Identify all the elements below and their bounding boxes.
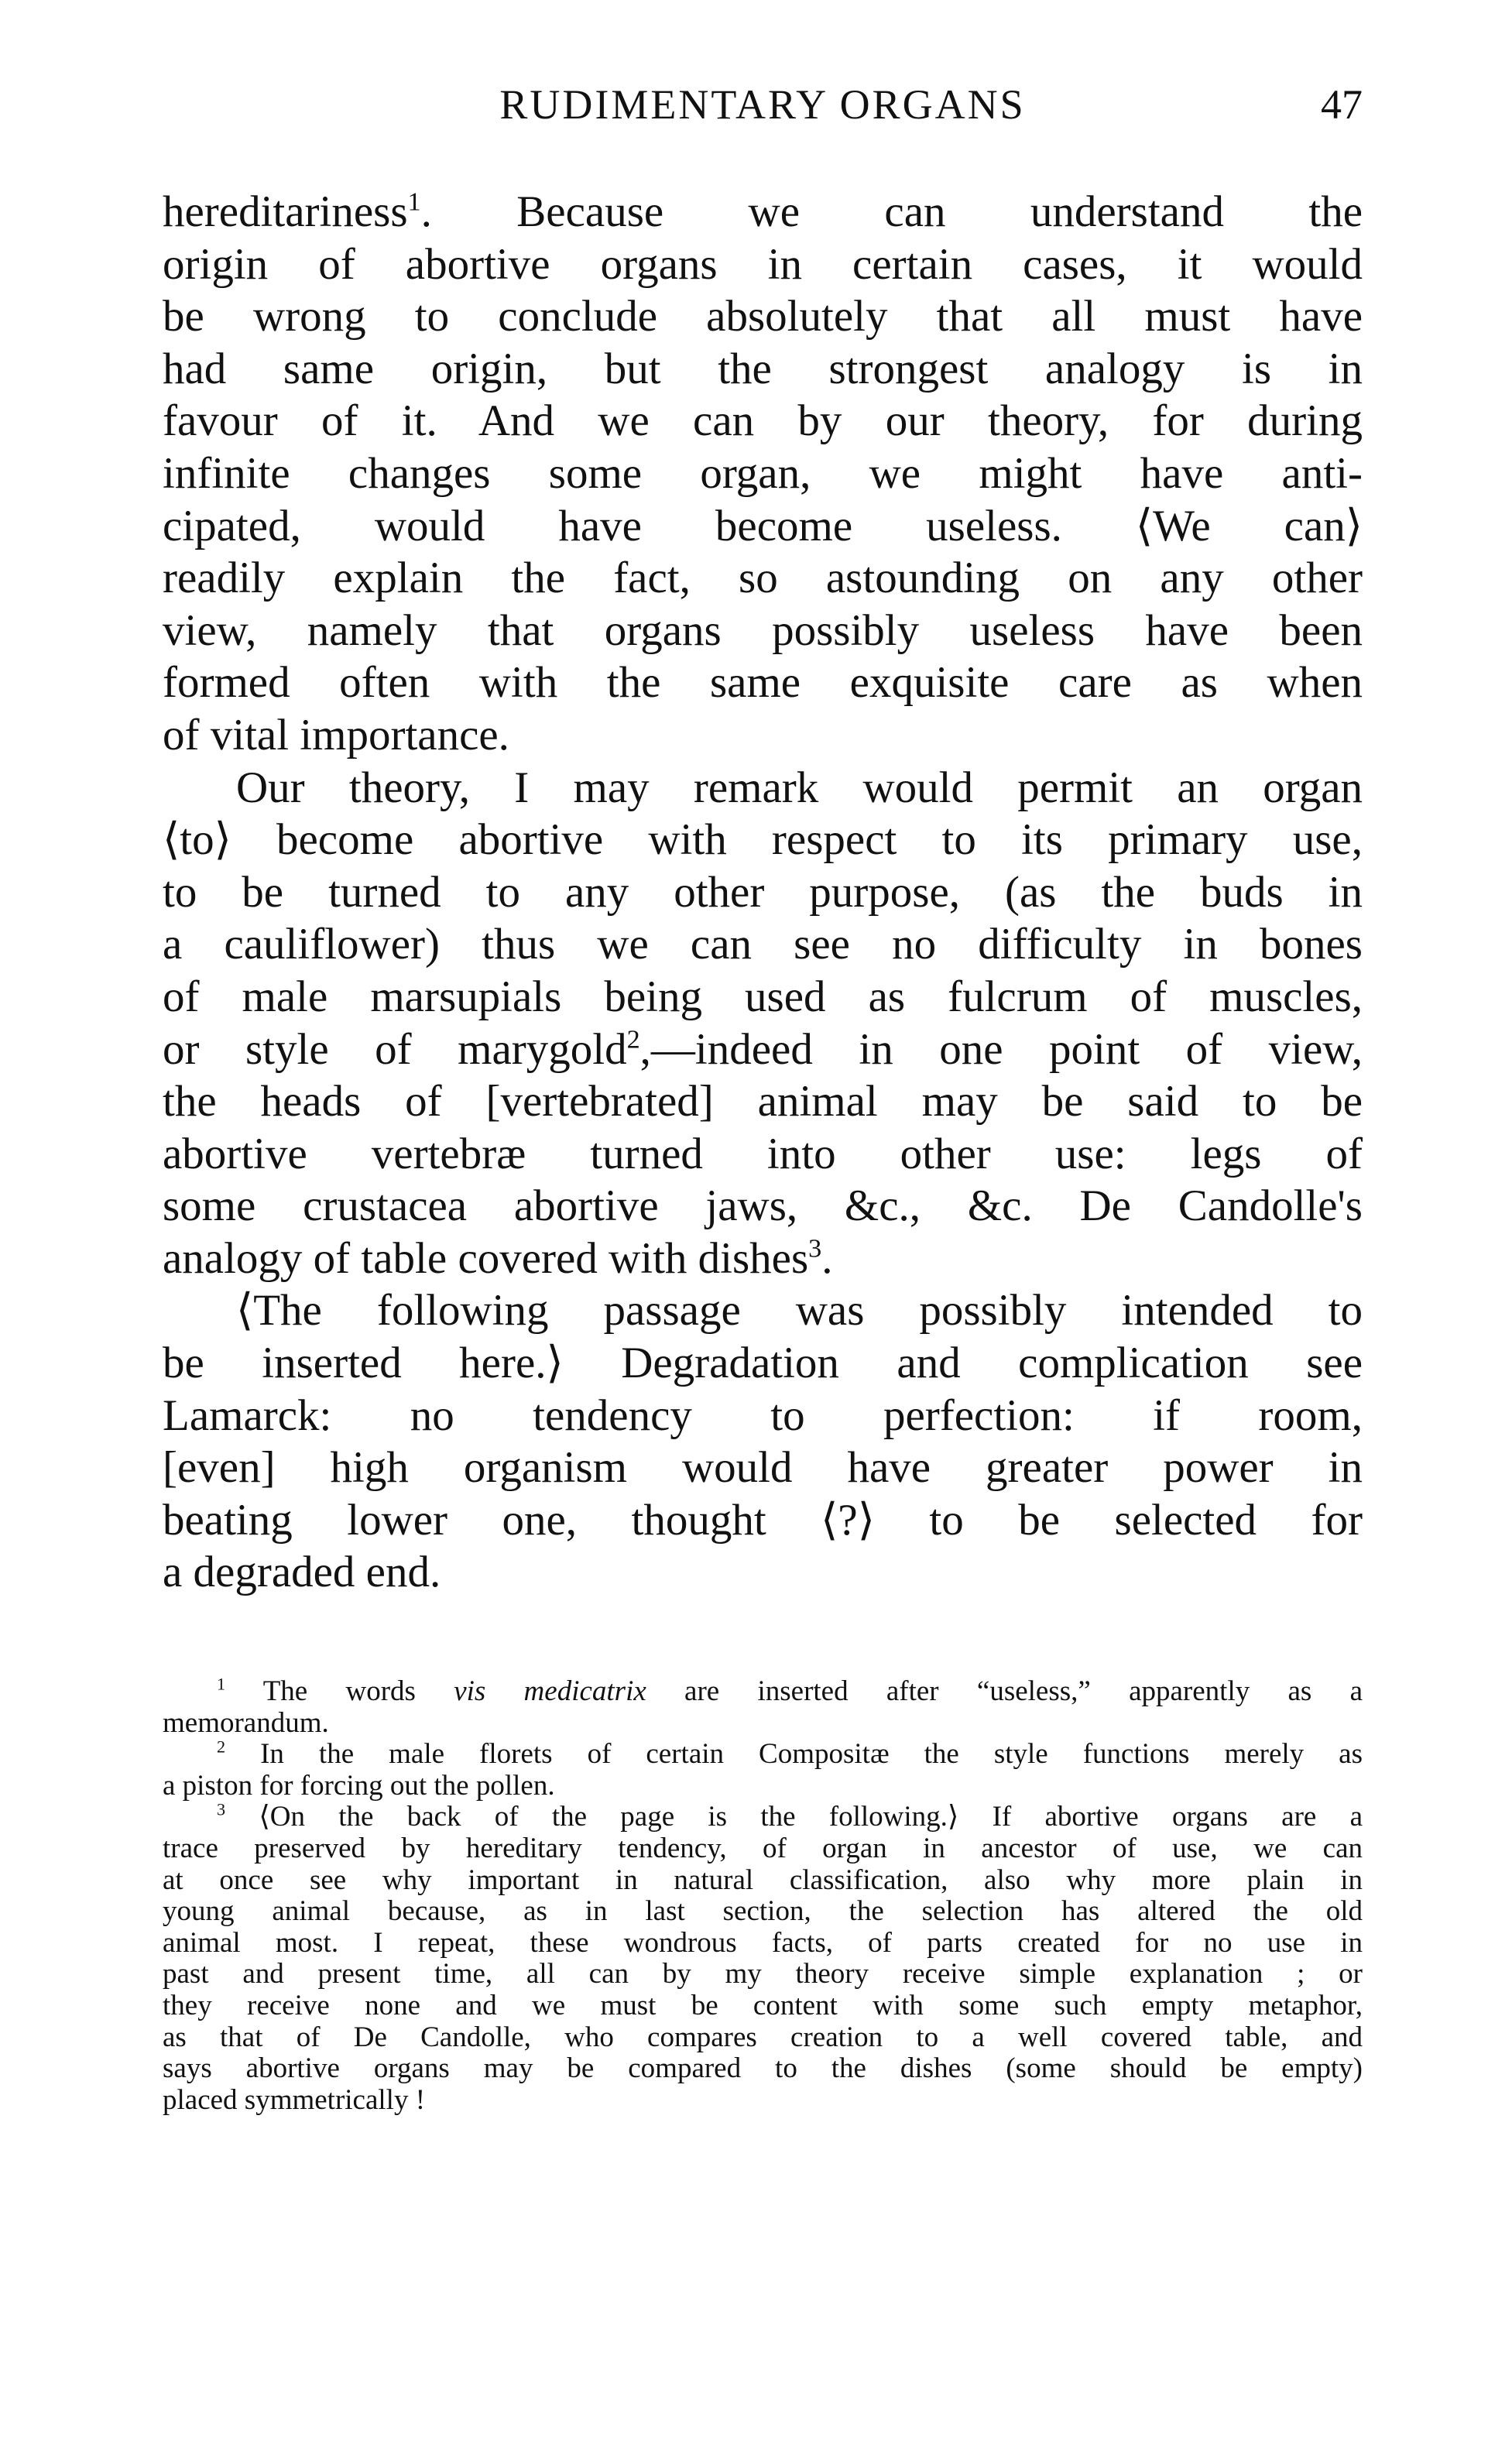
- text-segment: ,—indeed in one point of view,: [639, 1024, 1363, 1074]
- text-segment: they receive none and we must be content with some such empty metaphor,: [163, 1990, 1363, 2021]
- text-segment: a cauliflower) thus we can see no difficulty in bones: [163, 920, 1363, 969]
- text-segment: some crustacea abortive jaws, &c., &c. De Candolle's: [163, 1181, 1363, 1231]
- body-line: [163, 1337, 1363, 1390]
- text-segment: be inserted here.⟩ Degradation and complication see: [163, 1339, 1363, 1388]
- text-segment: origin of abortive organs in certain cases, it would: [163, 239, 1363, 289]
- text-segment: be wrong to conclude absolutely that all must have: [163, 292, 1363, 341]
- text-segment: ⟨On the back of the page is the following.⟩ If abortive organs are a: [225, 1802, 1363, 1833]
- body-line: [163, 1546, 1363, 1599]
- body-line: [163, 762, 1363, 814]
- footnote-line: [163, 1896, 1363, 1928]
- body-line: [163, 447, 1363, 500]
- footnote-line: [163, 1802, 1363, 1833]
- text-segment: [even] high organism would have greater power in: [163, 1443, 1363, 1493]
- text-segment: of vital importance.: [163, 710, 509, 759]
- body-line: [163, 814, 1363, 866]
- body-line: [163, 186, 1363, 238]
- text-segment: of male marsupials being used as fulcrum of muscles,: [163, 972, 1363, 1021]
- footnote-line: [163, 1928, 1363, 1960]
- footnotes: [163, 1676, 1363, 2116]
- footnote-marker: 1: [217, 1676, 226, 1694]
- text-segment: a piston for forcing out the pollen.: [163, 1770, 555, 1802]
- text-segment: infinite changes some organ, we might have anti-: [163, 448, 1363, 498]
- text-segment: .: [821, 1233, 833, 1283]
- footnote-marker: 1: [407, 187, 421, 217]
- text-segment: or style of marygold: [163, 1024, 627, 1074]
- text-segment: ⟨The following passage was possibly intended to: [236, 1286, 1363, 1336]
- body-text: [163, 186, 1363, 1599]
- text-segment: at once see why important in natural classification, also why more plain in: [163, 1864, 1363, 1896]
- text-segment: are inserted after “useless,” apparently as a: [646, 1676, 1363, 1707]
- page-number: 47: [1321, 81, 1363, 128]
- footnote-line: [163, 1833, 1363, 1865]
- footnote-line: [163, 1959, 1363, 1990]
- footnote-line: [163, 1676, 1363, 1708]
- body-line: [163, 657, 1363, 709]
- text-segment: had same origin, but the strongest analogy is in: [163, 344, 1363, 393]
- body-line: [163, 1390, 1363, 1442]
- text-segment: Our theory, I may remark would permit an organ: [236, 763, 1363, 812]
- text-segment: a degraded end.: [163, 1548, 441, 1597]
- text-segment: readily explain the fact, so astounding on any other: [163, 554, 1363, 603]
- footnote-line: [163, 1990, 1363, 2022]
- footnote-marker: 2: [217, 1739, 226, 1757]
- body-line: [163, 552, 1363, 605]
- text-segment: young animal because, as in last section, the selection has altered the old: [163, 1896, 1363, 1928]
- text-segment: memorandum.: [163, 1707, 329, 1739]
- text-segment: In the male florets of certain Compositæ the style functions merely as: [225, 1739, 1363, 1771]
- text-segment: abortive vertebræ turned into other use: legs of: [163, 1129, 1363, 1178]
- footnote-marker: 2: [626, 1024, 640, 1054]
- body-line: [163, 1494, 1363, 1547]
- footnote-line: [163, 2022, 1363, 2054]
- text-segment: analogy of table covered with dishes: [163, 1233, 809, 1283]
- footnote-line: [163, 1865, 1363, 1897]
- text-segment: . Because we can understand the: [420, 187, 1363, 236]
- body-line: [163, 395, 1363, 447]
- footnote-line: [163, 1708, 1363, 1740]
- text-segment: formed often with the same exquisite care as when: [163, 658, 1363, 708]
- body-line: [163, 343, 1363, 396]
- body-line: [163, 918, 1363, 971]
- footnote-line: [163, 1771, 1363, 1802]
- text-segment: vis medicatrix: [454, 1676, 646, 1707]
- body-line: [163, 709, 1363, 762]
- footnote-line: [163, 2053, 1363, 2085]
- text-segment: beating lower one, thought ⟨?⟩ to be selected for: [163, 1495, 1363, 1545]
- text-segment: past and present time, all can by my theory receive simple explanation ; or: [163, 1959, 1363, 1990]
- body-line: [163, 238, 1363, 291]
- running-title: RUDIMENTARY ORGANS: [499, 81, 1026, 128]
- text-segment: view, namely that organs possibly useless have been: [163, 605, 1363, 655]
- body-line: [163, 1284, 1363, 1337]
- footnote-line: [163, 2085, 1363, 2117]
- body-line: [163, 1180, 1363, 1233]
- body-line: [163, 866, 1363, 919]
- footnote-marker: 3: [808, 1234, 822, 1264]
- body-line: [163, 605, 1363, 657]
- body-line: [163, 500, 1363, 553]
- text-segment: says abortive organs may be compared to the dishes (some should be empty): [163, 2053, 1363, 2085]
- text-segment: to be turned to any other purpose, (as the buds in: [163, 867, 1363, 917]
- body-line: [163, 1442, 1363, 1494]
- footnote-line: [163, 1739, 1363, 1771]
- text-segment: hereditariness: [163, 187, 408, 236]
- text-segment: Lamarck: no tendency to perfection: if room,: [163, 1390, 1363, 1440]
- text-segment: trace preserved by hereditary tendency, of organ in ancestor of use, we can: [163, 1833, 1363, 1864]
- body-line: [163, 1075, 1363, 1128]
- text-segment: The words: [225, 1676, 454, 1707]
- footnote-marker: 3: [217, 1802, 226, 1820]
- body-line: [163, 1128, 1363, 1181]
- text-segment: as that of De Candolle, who compares creation to a well covered table, and: [163, 2021, 1363, 2053]
- body-line: [163, 290, 1363, 343]
- body-line: [163, 1233, 1363, 1285]
- text-segment: ⟨to⟩ become abortive with respect to its primary use,: [163, 815, 1363, 865]
- running-header: [163, 77, 1363, 132]
- body-line: [163, 1023, 1363, 1076]
- text-segment: animal most. I repeat, these wondrous facts, of parts created for no use in: [163, 1927, 1363, 1959]
- text-segment: cipated, would have become useless. ⟨We can⟩: [163, 501, 1363, 550]
- body-line: [163, 971, 1363, 1023]
- text-segment: placed symmetrically !: [163, 2084, 426, 2116]
- text-segment: favour of it. And we can by our theory, for during: [163, 396, 1363, 446]
- text-segment: the heads of [vertebrated] animal may be said to be: [163, 1077, 1363, 1126]
